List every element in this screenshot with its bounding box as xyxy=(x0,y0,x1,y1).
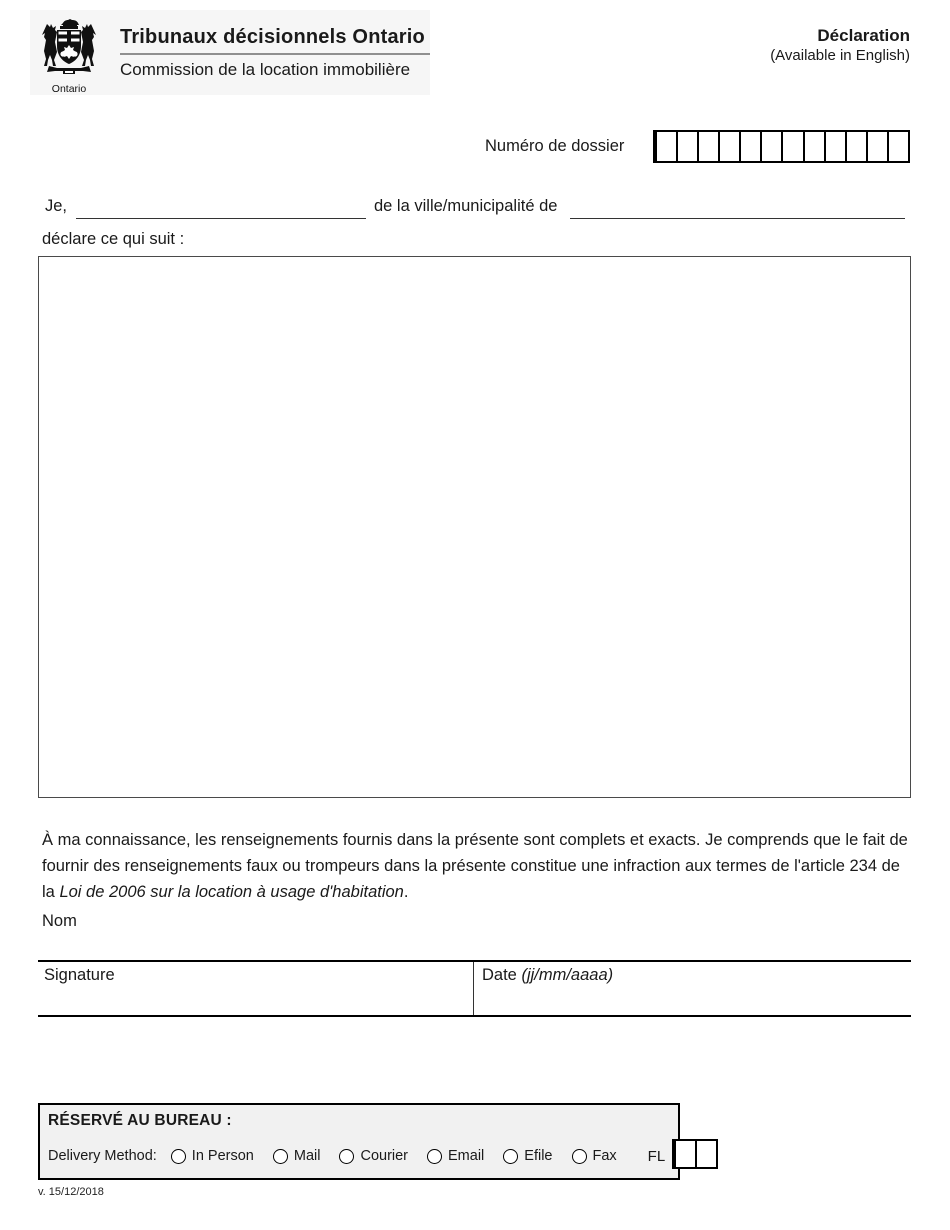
name-field[interactable] xyxy=(90,908,910,958)
municipality-field[interactable] xyxy=(570,197,905,219)
radio-button-icon[interactable] xyxy=(273,1149,288,1164)
date-label: Date xyxy=(482,966,517,984)
fl-group xyxy=(648,1143,719,1169)
version-footer: v. 15/12/2018 xyxy=(38,1186,104,1198)
logo-caption: Ontario xyxy=(51,83,87,95)
declarant-name-field[interactable] xyxy=(76,197,366,219)
org-title-rule xyxy=(120,53,430,55)
signature-field[interactable] xyxy=(38,962,474,1015)
file-number-input[interactable] xyxy=(653,130,910,163)
form-subtitle: (Available in English) xyxy=(770,47,910,64)
declare-label: déclare ce qui suit : xyxy=(42,230,185,248)
delivery-method-label: Delivery Method: xyxy=(48,1148,157,1164)
signature-label: Signature xyxy=(44,966,115,984)
delivery-options xyxy=(171,1148,636,1164)
attestation-text-end: . xyxy=(403,883,409,901)
delivery-method-row xyxy=(48,1143,670,1169)
file-number-cell[interactable] xyxy=(887,132,908,161)
delivery-option-label: Fax xyxy=(592,1148,617,1164)
file-number-cell[interactable] xyxy=(866,132,887,161)
file-number-cell[interactable] xyxy=(718,132,739,161)
law-title: Loi de 2006 sur la location à usage d'habitation xyxy=(59,883,404,901)
delivery-option-label: Mail xyxy=(293,1148,321,1164)
fl-label: FL xyxy=(647,1147,666,1165)
radio-button-icon[interactable] xyxy=(572,1149,587,1164)
file-number-cell[interactable] xyxy=(781,132,802,161)
radio-button-icon[interactable] xyxy=(427,1149,442,1164)
delivery-option-label: Efile xyxy=(524,1148,553,1164)
office-use-box xyxy=(38,1103,680,1180)
ontario-coat-of-arms-logo xyxy=(37,18,101,98)
file-number-cell[interactable] xyxy=(845,132,866,161)
fl-cell[interactable] xyxy=(674,1141,695,1167)
radio-button-icon[interactable] xyxy=(503,1149,518,1164)
file-number-cell[interactable] xyxy=(803,132,824,161)
delivery-option-label: In Person xyxy=(191,1148,254,1164)
delivery-option[interactable] xyxy=(273,1148,321,1164)
file-number-cell[interactable] xyxy=(655,132,676,161)
attestation-paragraph xyxy=(42,827,914,905)
fl-input[interactable] xyxy=(672,1139,718,1169)
file-number-cell[interactable] xyxy=(676,132,697,161)
delivery-option-label: Email xyxy=(448,1148,485,1164)
delivery-option[interactable] xyxy=(572,1148,617,1164)
file-number-cell[interactable] xyxy=(760,132,781,161)
delivery-option[interactable] xyxy=(339,1148,408,1164)
form-title: Déclaration xyxy=(817,26,910,45)
file-number-label: Numéro de dossier xyxy=(485,137,625,155)
file-number-cell[interactable] xyxy=(739,132,760,161)
fl-cell[interactable] xyxy=(695,1141,716,1167)
date-field[interactable] xyxy=(474,962,911,1015)
board-title: Commission de la location immobilière xyxy=(120,60,411,79)
org-title: Tribunaux décisionnels Ontario xyxy=(120,26,425,48)
name-label: Nom xyxy=(42,912,77,930)
file-number-cell[interactable] xyxy=(697,132,718,161)
delivery-option[interactable] xyxy=(171,1148,254,1164)
attestation-text: À ma connaissance, les renseignements fournis dans la présente sont complets et exacts. Je comprends que le fait de fournir des renseignements faux ou trompeurs dans la présente constitue une infraction aux termes de l'article 234 de la xyxy=(42,831,908,901)
delivery-option[interactable] xyxy=(503,1148,552,1164)
form-title-block xyxy=(770,26,910,64)
radio-button-icon[interactable] xyxy=(339,1149,354,1164)
radio-button-icon[interactable] xyxy=(171,1149,186,1164)
office-use-title: RÉSERVÉ AU BUREAU : xyxy=(48,1112,232,1129)
delivery-option[interactable] xyxy=(427,1148,484,1164)
signature-date-row xyxy=(38,960,911,1017)
statement-textarea[interactable] xyxy=(38,256,911,798)
file-number-cell[interactable] xyxy=(824,132,845,161)
delivery-option-label: Courier xyxy=(360,1148,409,1164)
municipality-label: de la ville/municipalité de xyxy=(374,197,558,215)
date-format-hint: (jj/mm/aaaa) xyxy=(521,966,614,984)
coat-of-arms-icon xyxy=(37,18,101,80)
je-label: Je, xyxy=(45,197,68,215)
